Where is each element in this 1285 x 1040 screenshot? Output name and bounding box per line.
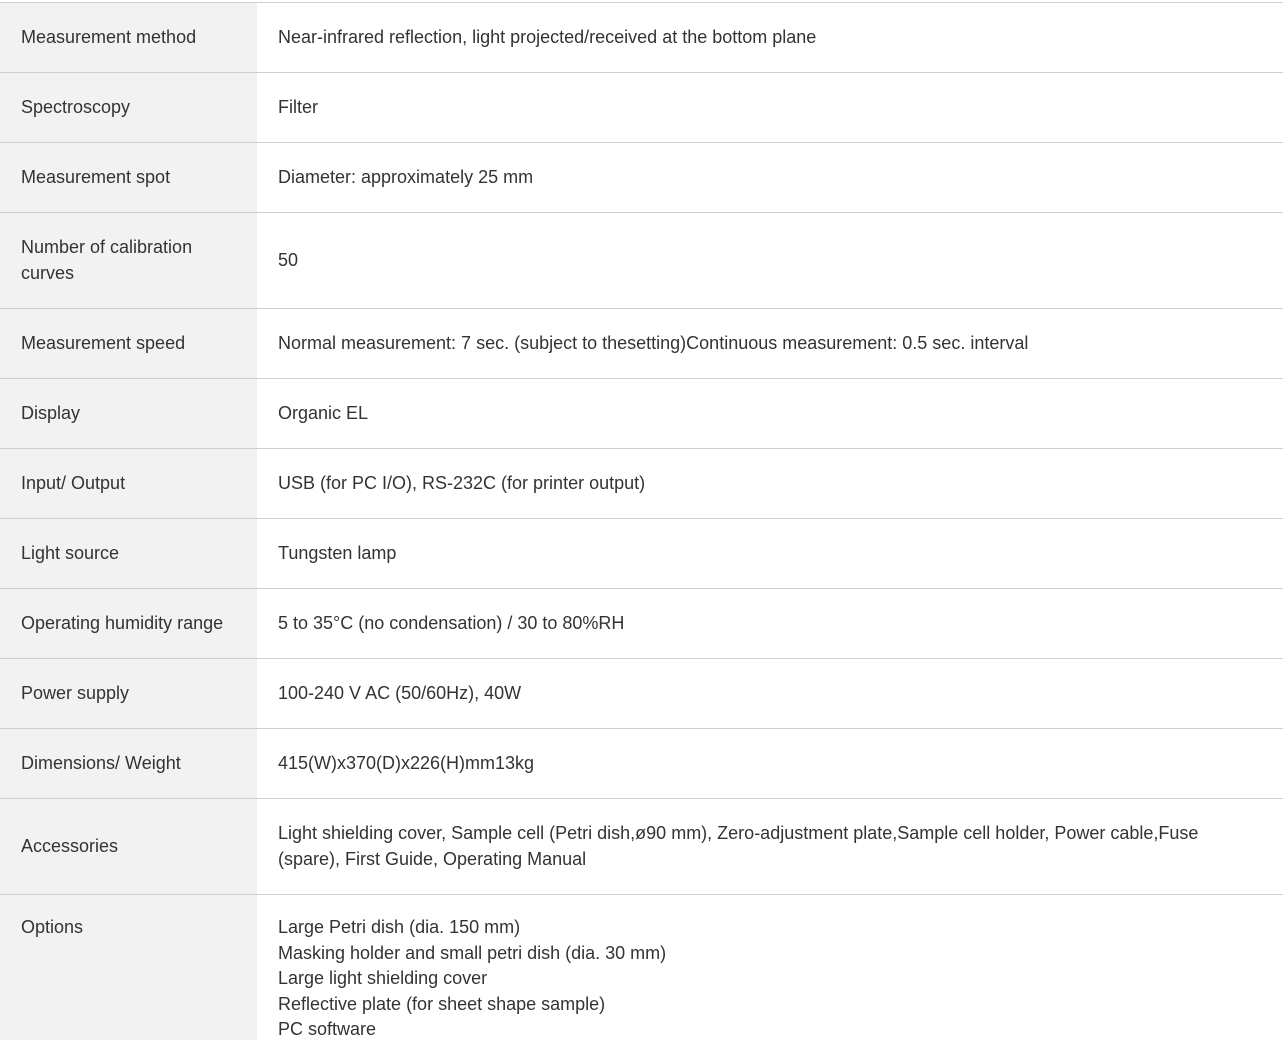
spec-label: Power supply — [0, 659, 257, 729]
option-item: Reflective plate (for sheet shape sample) — [278, 993, 606, 1014]
spec-row-input-output — [0, 449, 1283, 519]
spec-row-measurement-method — [0, 3, 1283, 73]
spec-value: 5 to 35°C (no condensation) / 30 to 80%RH — [257, 589, 1283, 659]
option-item: PC software — [278, 1019, 377, 1039]
spec-value: USB (for PC I/O), RS-232C (for printer output) — [257, 449, 1283, 519]
option-item: Large light shielding cover — [278, 968, 488, 988]
spec-row-light-source — [0, 519, 1283, 589]
spec-label: Dimensions/ Weight — [0, 729, 257, 799]
spec-label: Light source — [0, 519, 257, 589]
spec-row-dimensions-weight — [0, 729, 1283, 799]
spec-value: Filter — [257, 73, 1283, 143]
spec-label: Input/ Output — [0, 449, 257, 519]
spec-row-measurement-spot — [0, 143, 1283, 213]
spec-row-operating-humidity — [0, 589, 1283, 659]
spec-row-options — [0, 895, 1283, 1040]
spec-value: Tungsten lamp — [257, 519, 1283, 589]
spec-label: Measurement spot — [0, 143, 257, 213]
spec-value-options — [257, 895, 1283, 1040]
spec-value: Near-infrared reflection, light projected/received at the bottom plane — [257, 3, 1283, 73]
spec-label: Operating humidity range — [0, 589, 257, 659]
spec-label: Measurement method — [0, 3, 257, 73]
spec-value: 415(W)x370(D)x226(H)mm13kg — [257, 729, 1283, 799]
spec-value: 50 — [257, 213, 1283, 309]
spec-label: Number of calibration curves — [0, 213, 257, 309]
option-item: Masking holder and small petri dish (dia. 30 mm) — [278, 942, 667, 963]
spec-row-display — [0, 379, 1283, 449]
spec-value: 100-240 V AC (50/60Hz), 40W — [257, 659, 1283, 729]
spec-label: Spectroscopy — [0, 73, 257, 143]
spec-label: Measurement speed — [0, 309, 257, 379]
spec-row-accessories — [0, 799, 1283, 895]
spec-label: Accessories — [0, 799, 257, 895]
spec-row-power-supply — [0, 659, 1283, 729]
spec-value: Light shielding cover, Sample cell (Petri dish,ø90 mm), Zero-adjustment plate,Sample cell holder, Power cable,Fuse (spare), First Guide, Operating Manual — [257, 799, 1283, 895]
spec-label: Options — [0, 895, 257, 1040]
option-item: Large Petri dish (dia. 150 mm) — [278, 917, 521, 937]
spec-row-measurement-speed — [0, 309, 1283, 379]
spec-label: Display — [0, 379, 257, 449]
spec-value: Normal measurement: 7 sec. (subject to thesetting)Continuous measurement: 0.5 sec. interval — [257, 309, 1283, 379]
specifications-table — [0, 2, 1283, 1040]
spec-value: Organic EL — [257, 379, 1283, 449]
spec-row-spectroscopy — [0, 73, 1283, 143]
spec-value: Diameter: approximately 25 mm — [257, 143, 1283, 213]
spec-row-calibration-curves — [0, 213, 1283, 309]
